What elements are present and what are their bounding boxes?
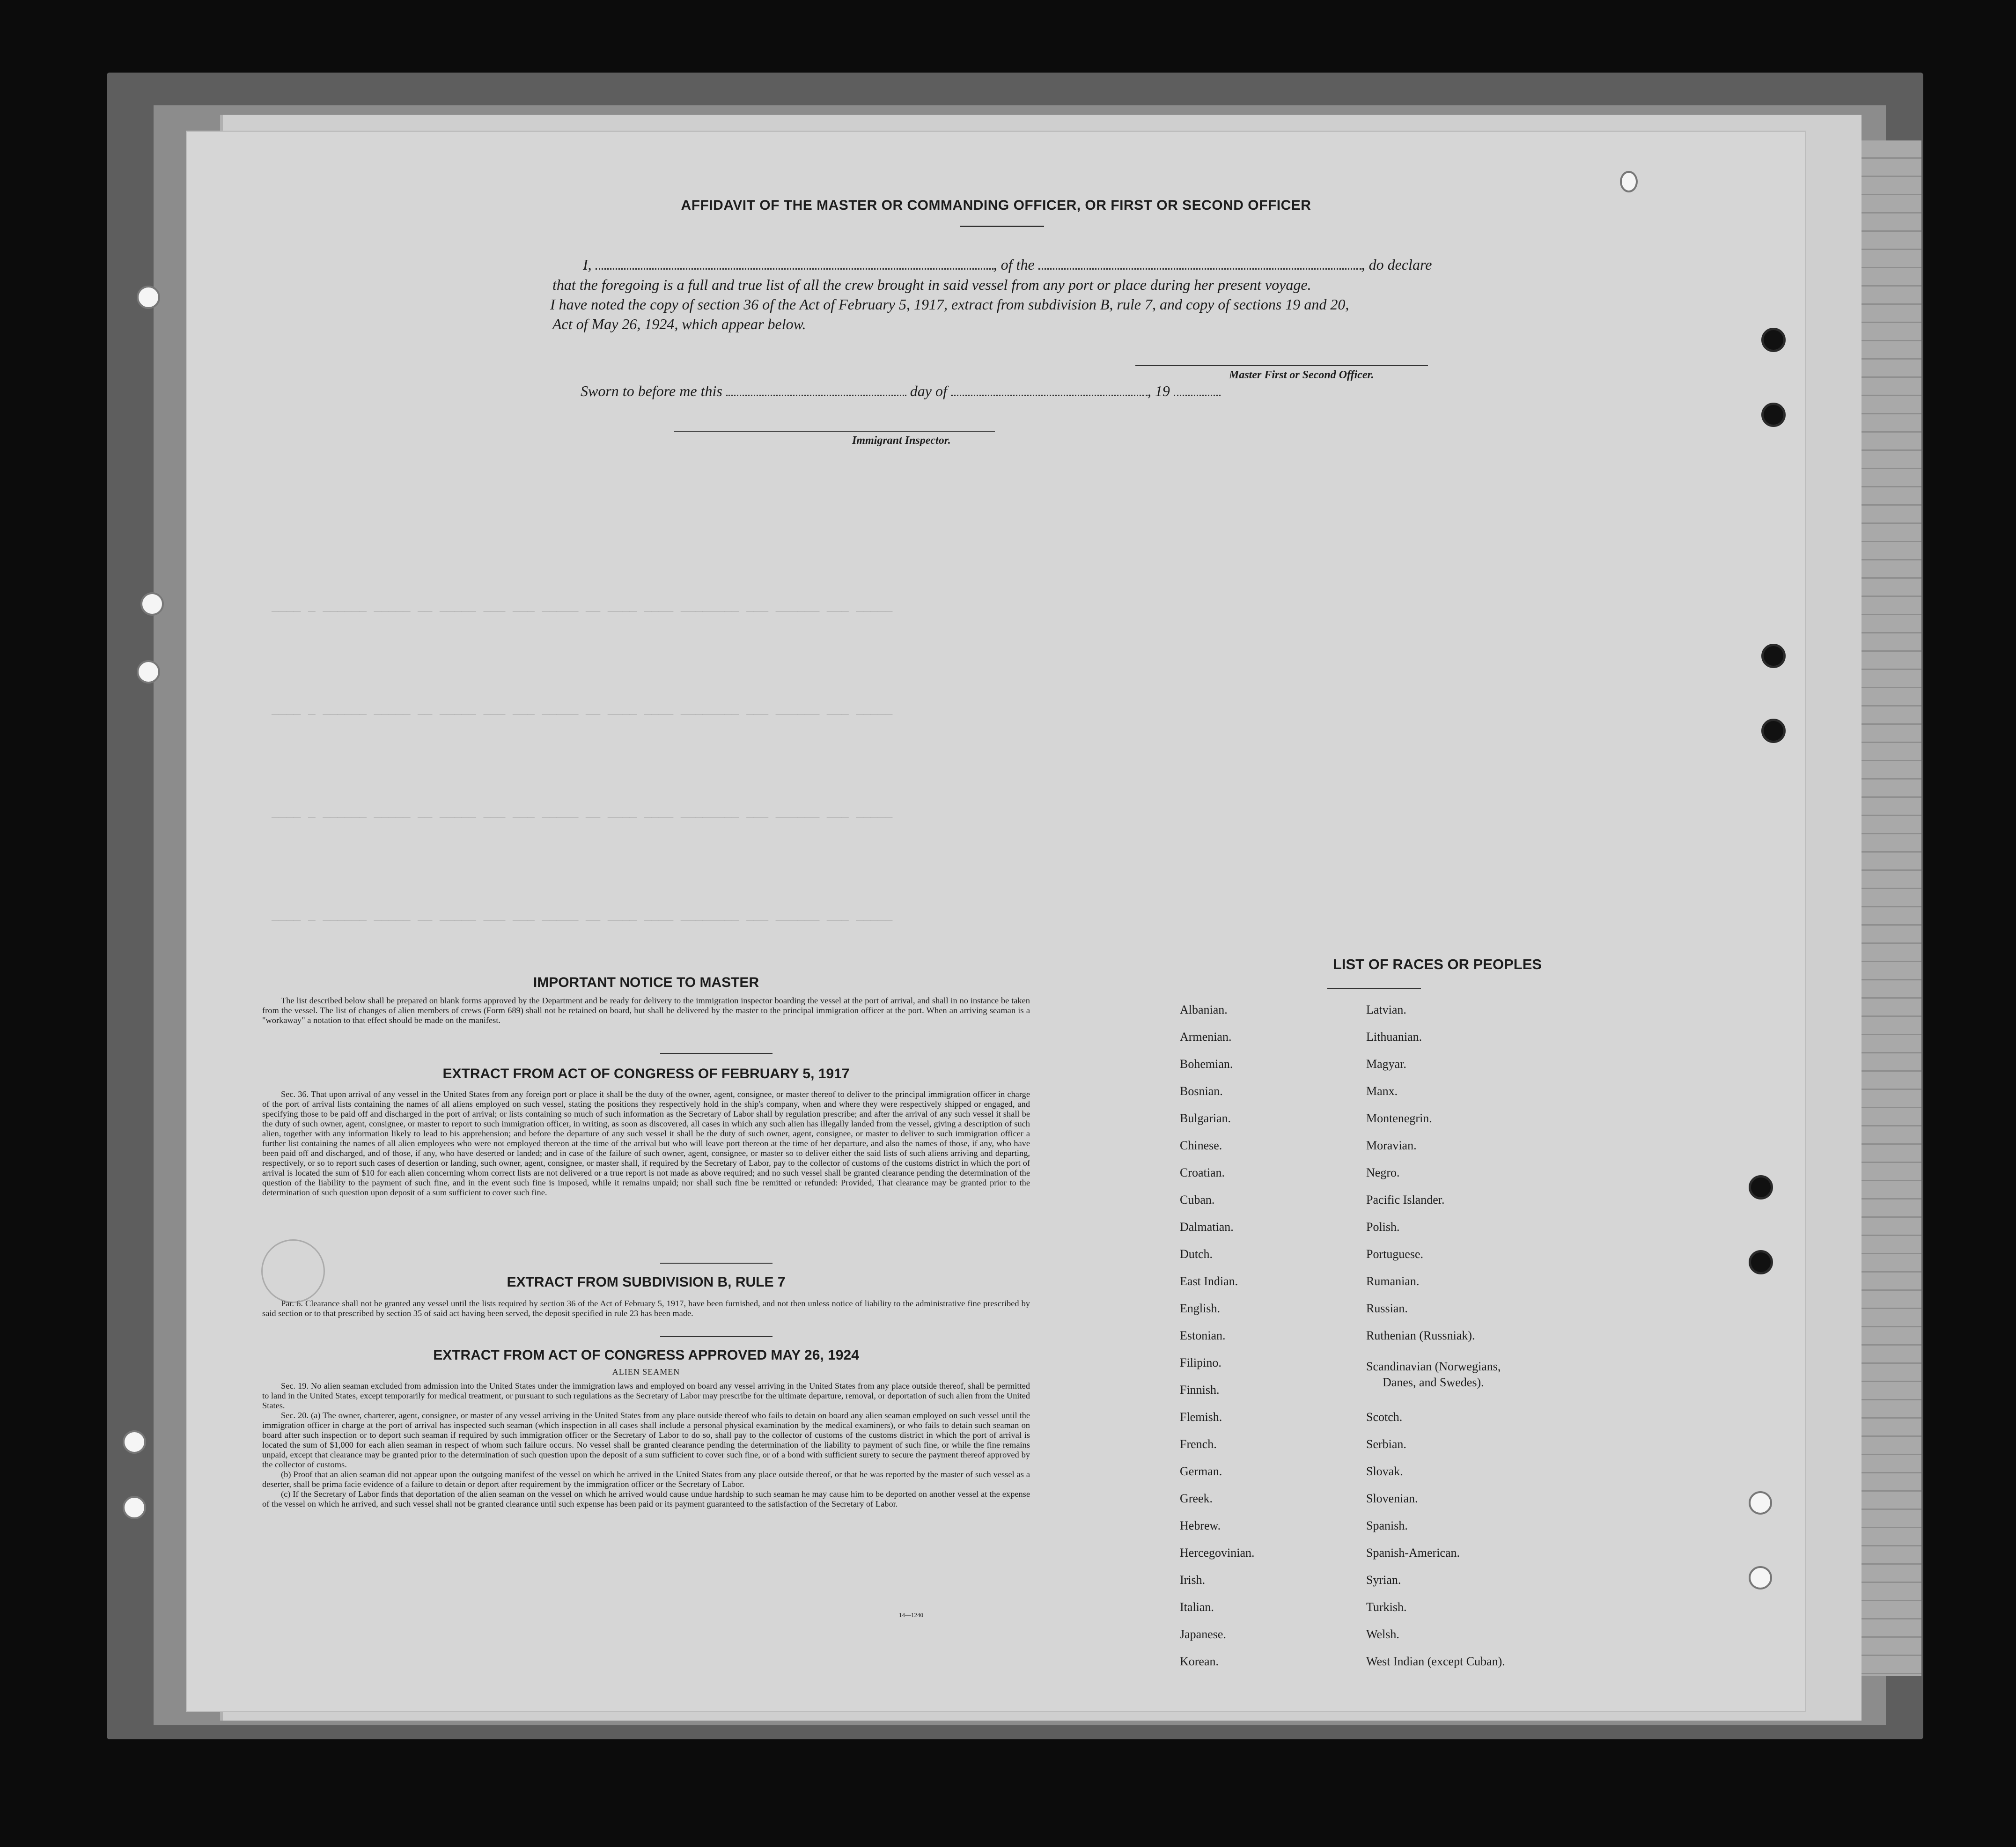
race-left: Croatian. [1180,1166,1225,1179]
sworn-year-blank[interactable] [1174,384,1221,396]
binder-hole [1761,403,1786,427]
race-right: Russian. [1366,1302,1408,1315]
binder-hole [1749,1250,1773,1274]
bleed-through: ──── ─ ────── ───── ── ───── ─── ─── ───── ── ──── ──── ──────── ─── ────── ─── ───── [272,914,893,928]
sec-20a-paragraph: Sec. 20. (a) The owner, charterer, agent, consignee, or master of any vessel arriving in the United States from any place outside thereof who fails to detain on board any alien seaman employed on such vessel until the immigration officer in charge at the port of arrival has inspected such seaman (which inspection in all cases shall include a personal physical examination by the medical examiners), or who fails to detain such seaman on board after such inspection or to deport such seaman if required by such immigration officer or the Secretary of Labor to do so, shall pay to the collector of customs of the customs district in which the port of arrival is located the sum of $1,000 for each alien seaman in respect of whom such failure occurs. No vessel shall be granted clearance pending the determination of the liability to payment of such fine, or while the fine remains unpaid, except that clearance may be granted prior to the determination of such question upon the deposit of a sum sufficient to cover such fine, or of a bond with sufficient surety to secure the payment thereof approved by the collector of customs. [262,1411,1030,1469]
race-right: Montenegrin. [1366,1111,1432,1125]
races-title: LIST OF RACES OR PEOPLES [1332,956,1542,972]
alien-seamen-subtitle: ALIEN SEAMEN [612,1367,680,1376]
race-left: Flemish. [1180,1410,1222,1424]
race-right: Scandinavian (Norwegians, [1366,1360,1501,1373]
par-6-paragraph: Par. 6. Clearance shall not be granted any vessel until the lists required by section 36 of the Act of February 5, 1917, have been furnished, and not then unless notice of liability to the administrative fine prescribed by said section or to that prescribed by section 35 of said act having been served, the deposit specified in rule 23 has been made. [262,1299,1030,1318]
binder-hole [123,1430,146,1454]
race-right: Welsh. [1366,1627,1399,1641]
race-right: Syrian. [1366,1573,1401,1587]
race-right: Serbian. [1366,1437,1406,1451]
title-rule [960,226,1044,227]
race-left: Chinese. [1180,1139,1222,1152]
declaration-line-3: I have noted the copy of section 36 of the Act of February 5, 1917, extract from subdivision B, rule 7, and copy of sections 19 and 20, [550,296,1349,313]
race-right: Lithuanian. [1366,1030,1422,1044]
race-left: Greek. [1180,1492,1213,1505]
race-left: Armenian. [1180,1030,1232,1044]
race-right: Portuguese. [1366,1247,1424,1261]
race-right: Danes, and Swedes). [1383,1376,1484,1389]
bleed-through: ──── ─ ────── ───── ── ───── ─── ─── ───── ── ──── ──── ──────── ─── ────── ─── ───── [272,605,893,619]
sworn-year: , 19 [1147,383,1170,399]
line-of-the: , of the [993,256,1035,273]
race-left: Finnish. [1180,1383,1220,1397]
extract-1917-text [262,1089,1030,1198]
race-right: Manx. [1366,1084,1398,1098]
race-right: Slovak. [1366,1464,1403,1478]
section-rule [660,1263,773,1264]
races-rule [1327,988,1421,989]
race-right: Magyar. [1366,1057,1406,1071]
binder-hole [1749,1566,1772,1589]
race-left: Irish. [1180,1573,1206,1587]
subdivision-text [262,1299,1030,1318]
race-left: Bohemian. [1180,1057,1233,1071]
binder-hole [137,286,160,309]
line-do-declare: , do declare [1361,256,1432,273]
race-right: West Indian (except Cuban). [1366,1655,1505,1668]
bleed-through: ──── ─ ────── ───── ── ───── ─── ─── ───── ── ──── ──── ──────── ─── ────── ─── ───── [272,811,893,825]
sworn-month-blank[interactable] [951,384,1148,396]
extract-1924-title: EXTRACT FROM ACT OF CONGRESS APPROVED MAY 26, 1924 [433,1347,859,1363]
binder-hole [123,1496,146,1519]
binder-hole [1749,1491,1772,1515]
race-right: Polish. [1366,1220,1400,1234]
binder-hole [1620,171,1638,192]
bleed-through: ──── ─ ────── ───── ── ───── ─── ─── ───── ── ──── ──── ──────── ─── ────── ─── ───── [272,708,893,722]
race-left: German. [1180,1464,1222,1478]
notice-text [262,996,1030,1025]
race-right: Negro. [1366,1166,1400,1179]
declaration-line-1 [583,256,1432,273]
binder-hole [1761,328,1786,352]
sworn-day-of: day of [910,383,947,399]
race-right: Scotch. [1366,1410,1403,1424]
sec-20b-paragraph: (b) Proof that an alien seaman did not appear upon the outgoing manifest of the vessel on which he arrived in the United States from any place outside thereof, or that he was reported by the master of such vessel as a deserter, shall be prima facie evidence of a failure to detain or deport after requirement by the immigration officer or the Secretary of Labor. [262,1470,1030,1489]
faint-stamp [261,1239,325,1303]
extract-1917-title: EXTRACT FROM ACT OF CONGRESS OF FEBRUARY 5, 1917 [442,1066,850,1082]
race-left: French. [1180,1437,1217,1451]
race-left: Dalmatian. [1180,1220,1234,1234]
sworn-day-blank[interactable] [726,384,906,396]
race-left: East Indian. [1180,1274,1238,1288]
vessel-blank[interactable] [1038,258,1361,270]
section-rule [660,1053,773,1054]
race-right: Pacific Islander. [1366,1193,1445,1207]
inspector-signature-label: Immigrant Inspector. [852,434,951,447]
race-right: Slovenian. [1366,1492,1418,1505]
section-36-paragraph: Sec. 36. That upon arrival of any vessel in the United States from any foreign port or place it shall be the duty of the owner, agent, consignee, or master thereof to deliver to the principal immigration officer in charge of the port of arrival lists containing the names of all aliens employed on such vessel, stating the positions they respectively hold in the ship's company, when and where they were respectively shipped or engaged, and specifying those to be paid off and discharged in the port of arrival; or lists containing so much of such information as the Secretary of Labor shall by regulation prescribe; and after the arrival of any such vessel it shall be the duty of such owner, agent, consignee, or master to report to such immigration officer, in writing, as soon as discovered, all cases in which any such alien has illegally landed from the vessel, giving a description of such alien, together with any information likely to lead to his apprehension; and before the departure of any such vessel it shall be the duty of such owner, agent, consignee, or master to deliver to such immigration officer a further list containing the names of all alien employees who were not employed thereon at the time of the arrival but who will leave port thereon at the time of her departure, and also the names of those, if any, who have been paid off and discharged, and of those, if any, who have deserted or landed; and in case of the failure of such owner, agent, consignee, or master so to deliver either the said lists of such aliens arriving and departing, respectively, or so to report such cases of desertion or landing, such owner, agent, consignee, or master shall, if required by the Secretary of Labor, pay to the collector of customs of the customs district in which the port of arrival is located the sum of $10 for each alien concerning whom correct lists are not delivered or a true report is not made as above required; and no such vessel shall be granted clearance pending the determination of the question of the liability to the payment of such fine, and in the event such fine is imposed, while it remains unpaid; nor shall such fine be remitted or refunded: Provided, That clearance may be granted prior to the determination of such question upon deposit of a sum sufficient to cover such fine. [262,1089,1030,1197]
binder-hole [1761,719,1786,743]
subdivision-title: EXTRACT FROM SUBDIVISION B, RULE 7 [507,1274,786,1290]
affidavit-page [187,132,1805,1711]
declaration-line-4: Act of May 26, 1924, which appear below. [552,316,806,332]
affidavit-title: AFFIDAVIT OF THE MASTER OR COMMANDING OFFICER, OR FIRST OR SECOND OFFICER [681,198,1311,213]
race-right: Rumanian. [1366,1274,1420,1288]
binder-hole [1761,644,1786,668]
binder-hole [140,592,164,616]
race-right: Spanish. [1366,1519,1408,1532]
form-number: 14—1240 [899,1612,923,1619]
race-right: Spanish-American. [1366,1546,1460,1560]
race-left: Albanian. [1180,1003,1228,1016]
line-i: I, [583,256,592,273]
master-signature-label: Master First or Second Officer. [1229,369,1374,381]
sec-20c-paragraph: (c) If the Secretary of Labor finds that deportation of the alien seaman on the vessel on which he arrived would cause undue hardship to such seaman he may cause him to be deported on another vessel at the expense of the vessel on which he arrived, and such vessel shall not be granted clearance until such expense has been paid or its payment guaranteed to the satisfaction of the Secretary of Labor. [262,1489,1030,1509]
notice-paragraph: The list described below shall be prepared on blank forms approved by the Department and be ready for delivery to the immigration inspector boarding the vessel at the port of arrival, and shall in no instance be taken from the vessel. The list of changes of alien members of crews (Form 689) shall not be retained on board, but shall be delivered by the master to the principal immigration officer at the port. When an arriving seaman is a "workaway" a notation to that effect should be made on the manifest. [262,996,1030,1025]
sworn-prefix: Sworn to before me this [581,383,722,399]
binder-hole [1749,1175,1773,1199]
race-left: Dutch. [1180,1247,1213,1261]
race-left: Cuban. [1180,1193,1215,1207]
race-right: Ruthenian (Russniak). [1366,1329,1475,1342]
notice-title: IMPORTANT NOTICE TO MASTER [533,975,759,990]
sec-19-paragraph: Sec. 19. No alien seaman excluded from admission into the United States under the immigration laws and employed on board any vessel arriving in the United States from any place outside thereof, shall be permitted to land in the United States, except temporarily for medical treatment, or pursuant to such regulations as the Secretary of Labor may prescribe for the ultimate departure, removal, or deportation of such alien from the United States. [262,1381,1030,1410]
race-left: Estonian. [1180,1329,1226,1342]
race-left: Hebrew. [1180,1519,1221,1532]
race-right: Latvian. [1366,1003,1406,1016]
binder-hole [137,660,160,684]
race-left: Korean. [1180,1655,1219,1668]
race-right: Turkish. [1366,1600,1407,1614]
extract-1924-text [262,1381,1030,1509]
sworn-line [581,383,1221,400]
race-left: Italian. [1180,1600,1214,1614]
race-left: Hercegovinian. [1180,1546,1255,1560]
declaration-line-2: that the foregoing is a full and true list of all the crew brought in said vessel from any port or place during her present voyage. [552,276,1311,293]
race-left: English. [1180,1302,1220,1315]
inspector-signature-line[interactable] [674,431,995,432]
race-left: Filipino. [1180,1356,1221,1369]
section-rule [660,1336,773,1337]
name-blank[interactable] [596,258,993,270]
race-right: Moravian. [1366,1139,1417,1152]
race-left: Bosnian. [1180,1084,1223,1098]
master-signature-line[interactable] [1135,365,1428,366]
race-left: Bulgarian. [1180,1111,1231,1125]
race-left: Japanese. [1180,1627,1226,1641]
